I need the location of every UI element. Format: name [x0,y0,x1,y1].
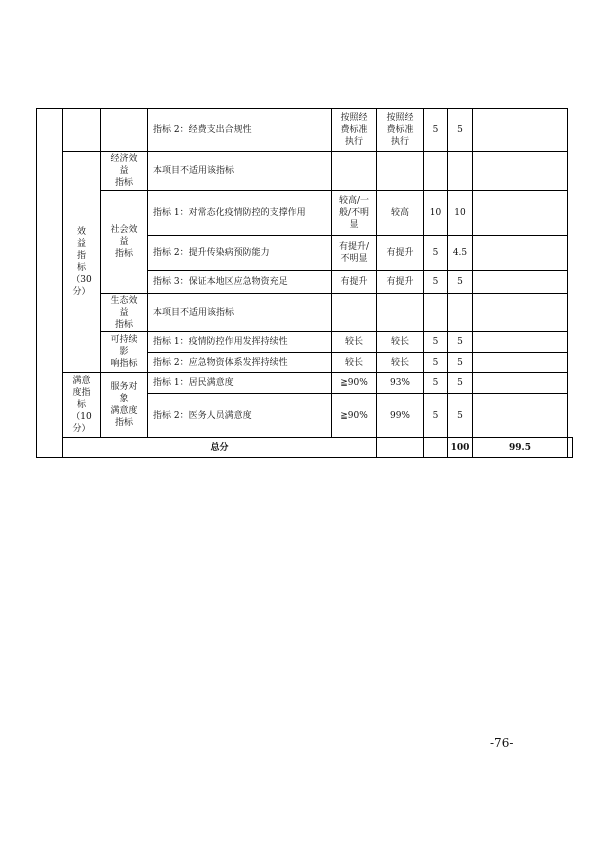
outer-category-cell [37,109,63,458]
target-cell: ≧90% [332,373,377,394]
score-cell: 5 [448,353,473,373]
score-cell: 5 [448,332,473,353]
target-cell: 较长 [332,332,377,353]
actual-cell: 按照经 费标准 执行 [377,109,424,152]
weight-cell: 5 [424,353,448,373]
remark-cell [473,271,568,294]
actual-cell: 有提升 [377,236,424,271]
score-cell: 5 [448,109,473,152]
remark-cell [568,438,573,458]
target-cell [332,152,377,191]
remark-cell [473,373,568,394]
weight-cell: 5 [424,236,448,271]
indicator-cell: 指标 2：提升传染病预防能力 [148,236,332,271]
remark-cell [473,332,568,353]
level2-cell [101,109,148,152]
remark-cell [473,294,568,332]
total-weight: 100 [448,438,473,458]
remark-cell [473,236,568,271]
level1-cell [63,109,101,152]
remark-cell [473,394,568,438]
service-satisfaction-label: 服务对 象 满意度 指标 [101,373,148,438]
table-row [37,332,573,353]
score-cell: 10 [448,191,473,236]
benefit-indicator-label: 效 益 指 标 （30 分） [63,152,101,373]
remark-cell [473,353,568,373]
score-cell: 5 [448,394,473,438]
table-row [37,373,573,394]
score-cell: 4.5 [448,236,473,271]
score-cell [448,152,473,191]
remark-cell [473,191,568,236]
table-row [37,294,573,332]
total-label: 总分 [63,438,377,458]
target-cell: 有提升 [332,271,377,294]
actual-cell [377,294,424,332]
performance-table [36,108,573,458]
total-score: 99.5 [473,438,568,458]
target-cell: 按照经 费标准 执行 [332,109,377,152]
economic-benefit-label: 经济效 益 指标 [101,152,148,191]
target-cell: 有提升/ 不明显 [332,236,377,271]
target-cell: 较长 [332,353,377,373]
target-cell [377,438,424,458]
target-cell: 较高/一 般/不明 显 [332,191,377,236]
indicator-cell: 指标 1：对常态化疫情防控的支撑作用 [148,191,332,236]
weight-cell: 5 [424,109,448,152]
weight-cell: 10 [424,191,448,236]
score-cell: 5 [448,373,473,394]
target-cell: ≧90% [332,394,377,438]
actual-cell: 较长 [377,353,424,373]
remark-cell [473,109,568,152]
indicator-cell: 指标 2：应急物资体系发挥持续性 [148,353,332,373]
indicator-cell: 本项目不适用该指标 [148,152,332,191]
weight-cell: 5 [424,332,448,353]
total-row [37,438,573,458]
remark-cell [473,152,568,191]
weight-cell [424,152,448,191]
actual-cell: 较长 [377,332,424,353]
page-number: -76- [490,736,514,750]
actual-cell: 93% [377,373,424,394]
actual-cell [377,152,424,191]
table-row [37,109,573,152]
weight-cell: 5 [424,373,448,394]
weight-cell: 5 [424,271,448,294]
indicator-cell: 本项目不适用该指标 [148,294,332,332]
indicator-cell: 指标 3：保证本地区应急物资充足 [148,271,332,294]
actual-cell: 99% [377,394,424,438]
actual-cell [424,438,448,458]
indicator-cell: 指标 1：疫情防控作用发挥持续性 [148,332,332,353]
sustainability-label: 可持续 影 响指标 [101,332,148,373]
score-cell [448,294,473,332]
table-row [37,191,573,236]
table-row [37,152,573,191]
indicator-cell: 指标 2：经费支出合规性 [148,109,332,152]
target-cell [332,294,377,332]
actual-cell: 有提升 [377,271,424,294]
score-cell: 5 [448,271,473,294]
satisfaction-indicator-label: 满意 度指 标 （10 分） [63,373,101,438]
social-benefit-label: 社会效 益 指标 [101,191,148,294]
indicator-cell: 指标 1：居民满意度 [148,373,332,394]
weight-cell [424,294,448,332]
weight-cell: 5 [424,394,448,438]
indicator-cell: 指标 2：医务人员满意度 [148,394,332,438]
actual-cell: 较高 [377,191,424,236]
ecological-benefit-label: 生态效 益 指标 [101,294,148,332]
